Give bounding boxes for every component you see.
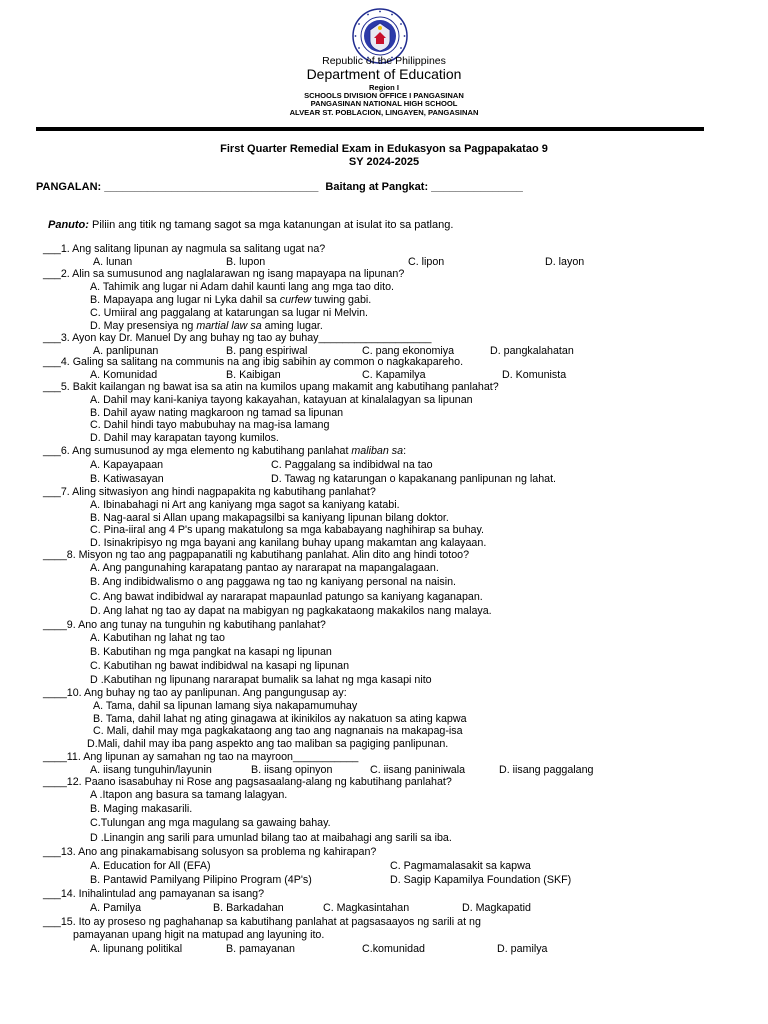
q14-option-a: A. Pamilya [90,902,142,914]
q6-option-c: C. Paggalang sa indibidwal na tao [271,459,433,471]
q13-option-b: B. Pantawid Pamilyang Pilipino Program (4P's) [90,874,312,886]
question-9: ____9. Ano ang tunay na tunguhin ng kabutihang panlahat? [43,619,326,631]
q10-option-c: C. Mali, dahil may mga pagkakataong ang tao ang nagnanais na makapag-isa [93,725,463,737]
header-divider [36,127,704,131]
q9-option-b: B. Kabutihan ng mga pangkat na kasapi ng lipunan [90,646,332,658]
q4-option-d: D. Komunista [502,369,567,381]
q3-option-b: B. pang espiriwal [226,345,308,357]
exam-title: First Quarter Remedial Exam in Edukasyon sa Pagpapakatao 9 [220,143,548,155]
q7-option-a: A. Ibinabahagi ni Art ang kaniyang mga sagot sa kaniyang katabi. [90,499,400,511]
q11-option-c: C. iisang paniniwala [370,764,466,776]
q8-option-a: A. Ang pangunahing karapatang pantao ay nararapat na mapangalagaan. [90,562,439,574]
republic-text: Republic of the Philippines [322,55,446,67]
q15-option-b: B. pamayanan [226,943,295,955]
q9-option-a: A. Kabutihan ng lahat ng tao [90,632,225,644]
q1-option-b: B. lupon [226,256,266,268]
division-text: SCHOOLS DIVISION OFFICE I PANGASINAN [304,91,464,100]
instructions-text: Piliin ang titik ng tamang sagot sa mga katanungan at isulat ito sa patlang. [88,219,454,231]
question-4: ___4. Galing sa salitang na communis na ang ibig sabihin ay common o nagkakapareho. [43,356,464,368]
q4-option-a: A. Komunidad [90,369,158,381]
q7-option-c: C. Pina-iiral ang 4 P's upang makatulong sa mga kababayang naghihirap sa buhay. [90,524,484,536]
q10-option-d: D.Mali, dahil may iba pang aspekto ang tao maliban sa pagiging panlipunan. [87,738,449,750]
q12-option-d: D .Linangin ang sarili para umunlad bilang tao at maibahagi ang sarili sa iba. [90,832,452,844]
q9-option-c: C. Kabutihan ng bawat indibidwal na kasapi ng lipunan [90,660,350,672]
q5-option-c: C. Dahil hindi tayo mabubuhay na mag-isa lamang [90,419,330,431]
q4-option-c: C. Kapamilya [362,369,426,381]
q2-option-c: C. Umiiral ang paggalang at katarungan sa lugar ni Melvin. [90,307,369,319]
q12-option-c: C.Tulungan ang mga magulang sa gawaing bahay. [90,817,331,829]
address-text: ALVEAR ST. POBLACION, LINGAYEN, PANGASINAN [289,108,479,117]
question-6: ___6. Ang sumusunod ay mga elemento ng kabutihang panlahat maliban sa: [43,445,407,457]
q14-option-d: D. Magkapatid [462,902,531,914]
name-field[interactable] [36,181,523,193]
q11-option-d: D. iisang paggalang [499,764,594,776]
q12-option-b: B. Maging makasarili. [90,803,193,815]
instructions-label: Panuto: [48,219,89,231]
question-14: ___14. Inihalintulad ang pamayanan sa isang? [43,888,265,900]
q15-option-c: C.komunidad [362,943,425,955]
question-7: ___7. Aling sitwasiyon ang hindi nagpapakita ng kabutihang panlahat? [43,486,376,498]
q13-option-d: D. Sagip Kapamilya Foundation (SKF) [390,874,572,886]
q2-option-b: B. Mapayapa ang lugar ni Lyka dahil sa curfew tuwing gabi. [90,294,372,306]
q15-option-a: A. lipunang politikal [90,943,183,955]
department-text: Department of Education [306,66,462,82]
question-15: ___15. Ito ay proseso ng paghahanap sa kabutihang panlahat at pagsasaayos ng sarili at ng [43,916,481,928]
q13-option-a: A. Education for All (EFA) [90,860,211,872]
q1-option-d: D. layon [545,256,585,268]
q11-option-a: A. iisang tunguhin/layunin [90,764,212,776]
q3-option-c: C. pang ekonomiya [362,345,455,357]
q3-option-a: A. panlipunan [93,345,159,357]
question-10: ____10. Ang buhay ng tao ay panlipunan. Ang pangungusap ay: [43,687,347,699]
question-15-continued: pamayanan upang higit na matupad ang layuning ito. [73,929,325,941]
school-text: PANGASINAN NATIONAL HIGH SCHOOL [310,99,458,108]
q6-option-d: D. Tawag ng katarungan o kapakanang panlipunan ng lahat. [271,473,557,485]
q14-option-c: C. Magkasintahan [323,902,410,914]
q5-option-a: A. Dahil may kani-kaniya tayong kakayahan, katayuan at kinalalagyan sa lipunan [90,394,473,406]
name-label: PANGALAN: ___________________________________ [36,181,319,193]
question-5: ___5. Bakit kailangan ng bawat isa sa atin na kumilos upang makamit ang kabutihang panlahat? [43,381,499,393]
question-13: ___13. Ano ang pinakamabisang solusyon sa problema ng kahirapan? [43,846,377,858]
grade-section-label: Baitang at Pangkat: _______________ [325,181,523,193]
q13-option-c: C. Pagmamalasakit sa kapwa [390,860,531,872]
q3-option-d: D. pangkalahatan [490,345,574,357]
q10-option-a: A. Tama, dahil sa lipunan lamang siya nakapamumuhay [93,700,358,712]
region-text: Region I [369,83,399,92]
q5-option-d: D. Dahil may karapatan tayong kumilos. [90,432,279,444]
q10-option-b: B. Tama, dahil lahat ng ating ginagawa at ikinikilos ay nakatuon sa ating kapwa [93,713,467,725]
q8-option-c: C. Ang bawat indibidwal ay nararapat mapaunlad patungo sa kaniyang kaganapan. [90,591,483,603]
q12-option-a: A .Itapon ang basura sa tamang lalagyan. [90,789,288,801]
q7-option-d: D. Isinakripisyo ng mga bayani ang kanilang buhay upang makamtan ang kalayaan. [90,537,487,549]
q8-option-b: B. Ang indibidwalismo o ang paggawa ng tao ng kaniyang personal na naisin. [90,576,457,588]
school-year: SY 2024-2025 [348,156,420,168]
q9-option-d: D .Kabutihan ng lipunang nararapat bumalik sa lahat ng mga kasapi nito [90,674,432,686]
q11-option-b: B. iisang opinyon [251,764,333,776]
q14-option-b: B. Barkadahan [213,902,284,914]
q1-option-c: C. lipon [408,256,445,268]
question-12: ____12. Paano isasabuhay ni Rose ang pagsasaalang-alang ng kabutihang panlahat? [43,776,452,788]
q8-option-d: D. Ang lahat ng tao ay dapat na mabigyan ng pagkakataong makakilos nang malaya. [90,605,492,617]
q5-option-b: B. Dahil ayaw nating magkaroon ng tamad sa lipunan [90,407,344,419]
q15-option-d: D. pamilya [497,943,548,955]
q7-option-b: B. Nag-aaral si Allan upang makapagsilbi sa kaniyang lipunan bilang doktor. [90,512,449,524]
question-11: ____11. Ang lipunan ay samahan ng tao na mayroon___________ [43,751,359,763]
question-8: ____8. Misyon ng tao ang pagpapanatili ng kabutihang panlahat. Alin dito ang hindi totoo? [43,549,470,561]
instructions [48,219,453,232]
q4-option-b: B. Kaibigan [226,369,281,381]
q1-option-a: A. lunan [93,256,133,268]
q6-option-a: A. Kapayapaan [90,459,164,471]
q2-option-a: A. Tahimik ang lugar ni Adam dahil kaunti lang ang mga tao dito. [90,281,394,293]
question-1: ___1. Ang salitang lipunan ay nagmula sa salitang ugat na? [43,243,326,255]
q2-option-d: D. May presensiya ng martial law sa aming lugar. [90,320,323,332]
question-2: ___2. Alin sa sumusunod ang naglalarawan ng isang mapayapa na lipunan? [43,268,405,280]
question-3: ___3. Ayon kay Dr. Manuel Dy ang buhay ng tao ay buhay___________________ [43,332,432,344]
q6-option-b: B. Katiwasayan [90,473,164,485]
